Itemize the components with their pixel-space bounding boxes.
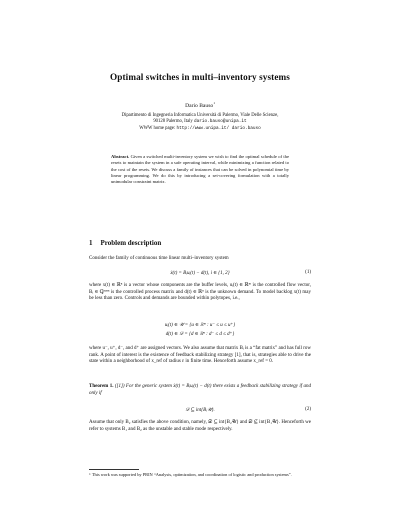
footnote-mark: 1 — [89, 472, 91, 476]
section-number: 1 — [89, 239, 93, 247]
paragraph-4: Assume that only B₂ satisfies the above condition, namely, 𝒟 ⊆ int{B₂𝒰} and 𝒟 ⊈ int{B₁𝒰}. Henceforth we refer to systems B₁ and B₂ as the unstable and stable mode respectively. — [89, 420, 311, 432]
equation-2b: d(t) ∈ 𝒟 = {d ∈ ℝⁿ : d⁻ ≤ d ≤ d⁺} — [165, 332, 235, 337]
affiliation-line-1: Dipartimento di Ingegneria Informatica Università di Palermo, Viale Delle Scienze, — [121, 113, 279, 118]
author-footnote-mark: 1 — [213, 101, 215, 105]
affiliation-line-3 — [0, 126, 400, 132]
equation-2 — [89, 407, 311, 413]
section-title: Problem description — [100, 239, 162, 247]
footnote-rule — [89, 469, 139, 470]
affiliation — [0, 113, 400, 132]
section-heading — [89, 239, 161, 247]
author-name: Dario Bauso — [185, 102, 214, 109]
equation-1-number: (1) — [305, 270, 311, 275]
theorem-label: Theorem 1. — [89, 384, 114, 389]
paragraph-3: where u⁻, u⁺, d⁻, and d⁺ are assigned vectors. We also assume that matrix Bᵢ is a “fat matrix” and has full row rank. A point of interest is the existence of feedback stabilizing strategy [1], that is, strategies able to drive the state within a neighborhood of x_ref of radius ε in finite time. Henceforth assume x_ref = 0. — [89, 346, 311, 365]
paper-title: Optimal switches in multi–inventory systems — [110, 72, 290, 82]
paragraph-1: Consider the family of continuous time linear multi–inventory system — [89, 256, 229, 261]
affiliation-address: 90128 Palermo, Italy — [153, 119, 193, 125]
abstract-text: Given a switched multi-inventory system we wish to find the optimal schedule of the resets to maintain the system in a safe operating interval, while minimizing a function related to the cost of the resets. We discuss a family of instances that can be solved in polynomial time by linear programming. We do this by introducing a set-covering formulation with a totally unimodular constraint matrix. — [111, 154, 289, 185]
footnote-text: This work was supported by PRIN “Analysis, optimization, and coordination of logistic and production systems”. — [91, 472, 292, 477]
theorem-1 — [89, 384, 311, 397]
author-email: dario.bauso@unipa.it — [193, 119, 247, 125]
equation-2a: uᵢ(t) ∈ 𝒰 = {u ∈ ℝᵐ : u⁻ ≤ u ≤ u⁺} — [164, 323, 236, 328]
equation-1-body: ẋ(t) = Bᵢuᵢ(t) − d(t), i ∈ {1, 2} — [170, 271, 230, 276]
equation-2-body: 𝒟 ⊆ int{Bᵢ𝒰}. — [185, 408, 215, 413]
homepage-label: WWW home page: — [139, 125, 176, 131]
equation-2-number: (2) — [305, 407, 311, 412]
author-line — [0, 101, 400, 109]
theorem-text: ([1]) For the generic system ẋ(t) = Bᵢuᵢ(t) − d(t) there exists a feedback stabilizing strategy if and only if — [89, 384, 311, 396]
equation-1 — [89, 270, 311, 276]
abstract — [111, 154, 289, 185]
paragraph-2: where x(t) ∈ ℝⁿ is a vector whose components are the buffer levels, uᵢ(t) ∈ ℝᵐ is the controlled flow vector, Bᵢ ∈ ℚⁿˣᵐ is the controlled process matrix and d(t) ∈ ℝⁿ is the unknown demand. To model backlog x(t) may be less than zero. Controls and demands are bounded within polytopes, i.e., — [89, 283, 311, 302]
footnote — [89, 472, 311, 479]
abstract-label: Abstract. — [111, 154, 130, 159]
homepage-url: http://www.unipa.it/ dario.bauso — [176, 125, 261, 131]
